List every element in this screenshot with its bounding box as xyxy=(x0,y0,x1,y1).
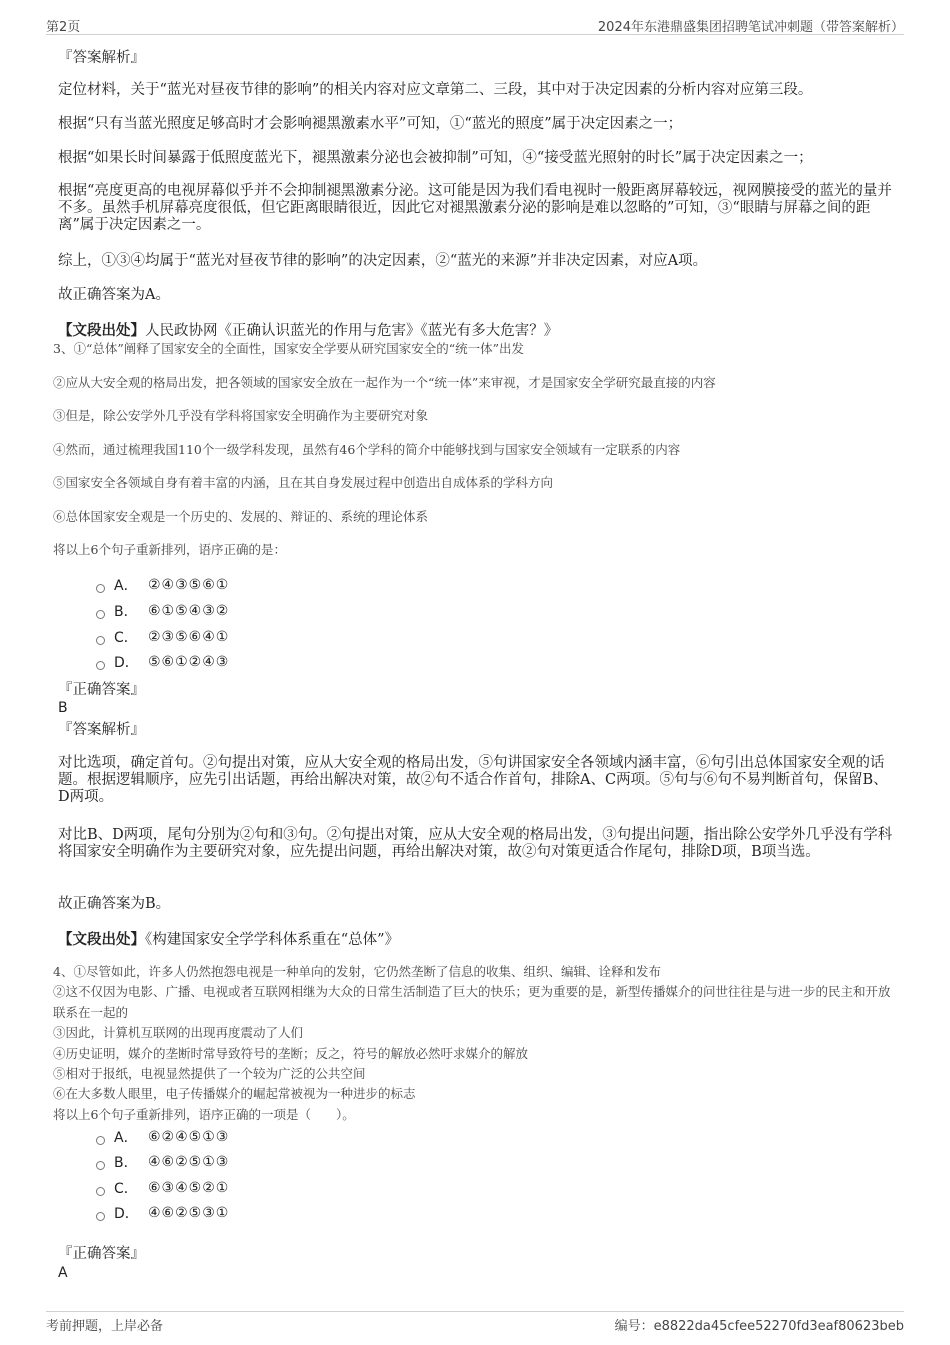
q3-sentence-6: ⑥总体国家安全观是一个历史的、发展的、辩证的、系统的理论体系 xyxy=(53,509,429,524)
q3-sentence-3: ③但是，除公安学外几乎没有学科将国家安全明确作为主要研究对象 xyxy=(53,408,429,423)
footer-code-label: 编号： xyxy=(614,1319,654,1334)
footer-code xyxy=(615,1315,904,1334)
q3-source xyxy=(58,928,399,949)
q3-prompt: 将以上6个句子重新排列，语序正确的是： xyxy=(53,542,286,557)
page-number: 第2页 xyxy=(46,20,81,35)
q4-line-3: ③因此，计算机互联网的出现再度震动了人们 xyxy=(53,1025,304,1041)
footer-code-value: e8822da45cfee52270fd3eaf80623beb xyxy=(653,1319,904,1334)
q4-line-2: ②这不仅因为电影、广播、电视或者互联网相继为大众的日常生活制造了巨大的快乐；更为重要的是，新型传播媒介的问世往往是与进一步的民主和开放联系在一起的 xyxy=(53,984,891,1020)
page-footer xyxy=(46,1311,904,1334)
q3-analysis-heading: 『答案解析』 xyxy=(58,722,145,738)
q3-answer: B xyxy=(58,700,68,716)
radio-icon[interactable] xyxy=(96,1187,105,1196)
q2-analysis-para-1: 定位材料，关于“蓝光对昼夜节律的影响”的相关内容对应文章第二、三段，其中对于决定因素的分析内容对应第三段。 xyxy=(58,82,813,98)
q3-source-label: 【文段出处】 xyxy=(58,931,145,948)
q3-sentence-4: ④然而，通过梳理我国110个一级学科发现，虽然有46个学科的简介中能够找到与国家安全领域有一定联系的内容 xyxy=(53,442,681,457)
q3-option-b[interactable]: B． ⑥①⑤④③② xyxy=(96,601,229,621)
q2-analysis-para-4: 根据“亮度更高的电视屏幕似乎并不会抑制褪黑激素分泌。这可能是因为我们看电视时一般距离屏幕较远，视网膜接受的蓝光的量并不多。虽然手机屏幕亮度很低，但它距离眼睛很近，因此它对褪黑激素分泌的影响是难以忽略的”可知，③“眼睛与屏幕之间的距离”属于决定因素之一。 xyxy=(58,183,892,233)
q4-prompt: 将以上6个句子重新排列，语序正确的一项是（ ）。 xyxy=(53,1106,355,1122)
q4-stem xyxy=(53,962,898,1125)
q2-analysis-para-5: 综上，①③④均属于“蓝光对昼夜节律的影响”的决定因素，②“蓝光的来源”并非决定因素，对应A项。 xyxy=(58,253,708,269)
q4-line-6: ⑥在大多数人眼里，电子传播媒介的崛起常被视为一种进步的标志 xyxy=(53,1086,416,1102)
q4-option-a[interactable]: A． ⑥②④⑤①③ xyxy=(96,1127,229,1147)
q4-option-c[interactable]: C． ⑥③④⑤②① xyxy=(96,1178,229,1198)
q3-sentence-1: 3、①“总体”阐释了国家安全的全面性，国家安全学要从研究国家安全的“统一体”出发 xyxy=(53,341,525,356)
footer-slogan: 考前押题，上岸必备 xyxy=(46,1319,164,1334)
q2-analysis-heading: 『答案解析』 xyxy=(58,50,145,66)
q3-option-d[interactable]: D． ⑤⑥①②④③ xyxy=(96,652,229,672)
q2-analysis-para-3: 根据“如果长时间暴露于低照度蓝光下，褪黑激素分泌也会被抑制”可知，④“接受蓝光照射的时长”属于决定因素之一； xyxy=(58,150,813,166)
q3-source-text: 《构建国家安全学学科体系重在“总体”》 xyxy=(145,932,400,948)
radio-icon[interactable] xyxy=(96,1161,105,1170)
q3-analysis-para-2: 对比B、D两项，尾句分别为②句和③句。②句提出对策，应从大安全观的格局出发，③句提出问题，指出除公安学外几乎没有学科将国家安全明确作为主要研究对象，应先提出问题，再给出解决对策，故②句对策更适合作尾句，排除D项，B项当选。 xyxy=(58,827,893,860)
radio-icon[interactable] xyxy=(96,610,105,619)
radio-icon[interactable] xyxy=(96,661,105,670)
q4-line-4: ④历史证明，媒介的垄断时常导致符号的垄断；反之，符号的解放必然吁求媒介的解放 xyxy=(53,1045,529,1061)
q3-sentence-5: ⑤国家安全各领域自身有着丰富的内涵，且在其自身发展过程中创造出自成体系的学科方向 xyxy=(53,475,554,490)
q3-option-a[interactable]: A． ②④③⑤⑥① xyxy=(96,575,229,595)
q3-answer-label: 『正确答案』 xyxy=(58,682,145,698)
q2-source xyxy=(58,319,558,340)
q4-option-d[interactable]: D． ④⑥②⑤③① xyxy=(96,1203,229,1223)
q2-source-text: 人民政协网《正确认识蓝光的作用与危害》《蓝光有多大危害？》 xyxy=(145,323,559,339)
q4-option-b[interactable]: B． ④⑥②⑤①③ xyxy=(96,1152,229,1172)
q4-answer-label: 『正确答案』 xyxy=(58,1246,145,1262)
document-title: 2024年东港鼎盛集团招聘笔试冲刺题（带答案解析） xyxy=(597,20,904,35)
radio-icon[interactable] xyxy=(96,1212,105,1221)
q2-source-label: 【文段出处】 xyxy=(58,322,145,339)
q2-analysis-para-2: 根据“只有当蓝光照度足够高时才会影响褪黑激素水平”可知，①“蓝光的照度”属于决定因素之一； xyxy=(58,116,683,132)
q3-analysis-para-1: 对比选项，确定首句。②句提出对策，应从大安全观的格局出发，⑤句讲国家安全各领域内涵丰富，⑥句引出总体国家安全观的话题。根据逻辑顺序，应先引出话题，再给出解决对策，故②句不适合作首句，排除A、C两项。⑤句与⑥句不易判断首句，保留B、D两项。 xyxy=(58,755,888,805)
radio-icon[interactable] xyxy=(96,636,105,645)
q3-option-c[interactable]: C． ②③⑤⑥④① xyxy=(96,627,229,647)
radio-icon[interactable] xyxy=(96,584,105,593)
q4-line-5: ⑤相对于报纸，电视显然提供了一个较为广泛的公共空间 xyxy=(53,1066,366,1082)
q4-line-1: 4、①尽管如此，许多人仍然抱怨电视是一种单向的发射，它仍然垄断了信息的收集、组织、编辑、诠释和发布 xyxy=(53,964,661,979)
page-header xyxy=(46,14,904,35)
q4-answer: A xyxy=(58,1265,68,1281)
q3-analysis-para-3: 故正确答案为B。 xyxy=(58,896,171,912)
q2-analysis-para-6: 故正确答案为A。 xyxy=(58,287,170,303)
q3-sentence-2: ②应从大安全观的格局出发，把各领域的国家安全放在一起作为一个“统一体”来审视，才是国家安全学研究最直接的内容 xyxy=(53,375,716,390)
radio-icon[interactable] xyxy=(96,1136,105,1145)
